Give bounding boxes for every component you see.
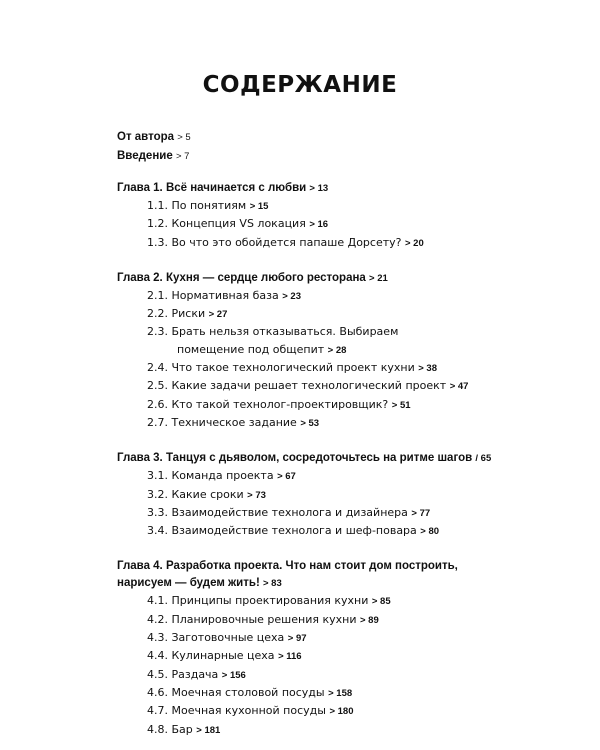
section-label: 2.2. Риски (147, 307, 206, 321)
section-label: 3.4. Взаимодействие технолога и шеф-повара (147, 524, 417, 538)
section-entry (117, 467, 587, 485)
toc-page-ref: > 53 (300, 417, 320, 429)
toc-page-ref: > 156 (221, 669, 246, 681)
toc-page-ref: > 38 (418, 363, 437, 375)
chapter-heading (117, 270, 587, 287)
section-entry (117, 197, 587, 215)
section-entry (117, 666, 587, 684)
toc-page-ref: > 15 (249, 201, 269, 212)
toc-page-ref: > 83 (262, 578, 282, 590)
toc-entry-label: От автора (117, 131, 175, 143)
section-label: 1.3. Во что это обойдется папаше Дорсету? (147, 235, 402, 249)
section-label: 4.4. Кулинарные цеха (147, 649, 275, 663)
toc-page-ref: > 67 (277, 471, 296, 483)
section-entry (117, 215, 587, 233)
section-entry (117, 629, 587, 647)
chapter-title: Глава 3. Танцуя с дьяволом, сосредоточьтесь на ритме шагов (117, 452, 473, 465)
toc-page-ref: > 158 (328, 687, 353, 699)
section-label: 2.4. Что такое технологический проект кухни (147, 361, 415, 375)
toc-page-ref: > 21 (369, 272, 388, 284)
section-label-continuation (147, 341, 587, 359)
section-entry (117, 359, 587, 377)
toc-entry-author (117, 128, 587, 147)
toc-page-ref: > 20 (404, 237, 424, 249)
chapter-heading (117, 558, 587, 592)
section-label: 1.1. По понятиям (147, 199, 247, 212)
section-entry (117, 592, 587, 610)
section-label: 4.1. Принципы проектирования кухни (147, 594, 369, 608)
toc-page-ref: > 97 (287, 633, 307, 645)
chapter-title-continuation (117, 575, 587, 592)
section-label: 4.3. Заготовочные цеха (147, 631, 285, 645)
section-entry (117, 396, 587, 414)
chapter-title: Глава 2. Кухня — сердце любого ресторана (117, 271, 366, 284)
toc-page-ref: > 28 (327, 344, 347, 356)
page-title: СОДЕРЖАНИЕ (202, 72, 398, 98)
section-label: 2.1. Нормативная база (147, 288, 279, 302)
toc-entry-intro (117, 147, 587, 166)
section-label: 3.3. Взаимодействие технолога и дизайнера (147, 505, 408, 519)
section-label: 2.3. Брать нельзя отказываться. Выбираем (147, 325, 399, 339)
section-label: 1.2. Концепция VS локация (147, 217, 306, 231)
toc-page-ref: > 80 (420, 526, 440, 538)
section-label: 2.5. Какие задачи решает технологический проект (147, 379, 447, 393)
toc-entry-label: Введение (117, 150, 173, 162)
section-entry (117, 647, 587, 665)
section-label: 4.2. Планировочные решения кухни (147, 612, 357, 626)
toc-page-ref: > 116 (278, 651, 302, 663)
chapter-2 (117, 270, 587, 432)
toc-page-ref: > 77 (411, 507, 431, 519)
section-entry (117, 377, 587, 395)
section-entry (117, 486, 587, 504)
toc-page-ref: > 51 (391, 399, 411, 411)
toc-page-ref: > 7 (175, 151, 190, 162)
section-label: 3.1. Команда проекта (147, 469, 274, 483)
chapter-title-cont-text: нарисуем — будем жить! (117, 577, 260, 590)
section-label: 3.2. Какие сроки (147, 487, 244, 501)
section-label: 4.5. Раздача (147, 667, 219, 681)
chapter-4 (117, 558, 587, 738)
chapter-heading (117, 450, 587, 467)
toc-page-ref: > 89 (359, 614, 379, 626)
toc-page-ref: > 13 (309, 183, 329, 194)
section-entry (117, 611, 587, 629)
chapter-3 (117, 450, 587, 540)
section-entry (117, 305, 587, 323)
toc-page-ref: > 73 (247, 489, 266, 501)
chapter-title: Глава 1. Всё начинается с любви (117, 182, 307, 194)
section-entry (117, 721, 587, 739)
section-entry (117, 414, 587, 432)
section-entry (117, 287, 587, 305)
toc-page-ref: > 181 (196, 724, 221, 736)
section-entry (117, 323, 587, 359)
section-entry (117, 702, 587, 720)
section-label-cont-text: помещение под общепит (177, 342, 325, 356)
toc-page-ref: > 5 (177, 132, 191, 143)
toc-page-ref: > 16 (309, 219, 329, 231)
section-entry (117, 504, 587, 522)
section-entry (117, 234, 587, 252)
chapter-heading (117, 180, 587, 197)
table-of-contents (117, 128, 587, 739)
toc-page-ref: > 180 (329, 706, 354, 718)
section-entry (117, 522, 587, 540)
toc-page-ref: > 47 (449, 381, 469, 393)
toc-page-ref: > 85 (371, 596, 391, 608)
section-label: 2.6. Кто такой технолог-проектировщик? (147, 397, 389, 411)
section-label: 4.7. Моечная кухонной посуды (147, 704, 326, 718)
section-entry (117, 684, 587, 702)
toc-page-ref: > 27 (208, 309, 228, 321)
section-label: 4.8. Бар (147, 722, 193, 736)
chapter-title: Глава 4. Разработка проекта. Что нам стоит дом построить, (117, 560, 458, 573)
toc-page-ref: / 65 (475, 453, 492, 465)
section-label: 2.7. Техническое задание (147, 415, 297, 429)
toc-page-ref: > 23 (282, 290, 301, 302)
section-label: 4.6. Моечная столовой посуды (147, 685, 325, 699)
chapter-1 (117, 180, 587, 252)
